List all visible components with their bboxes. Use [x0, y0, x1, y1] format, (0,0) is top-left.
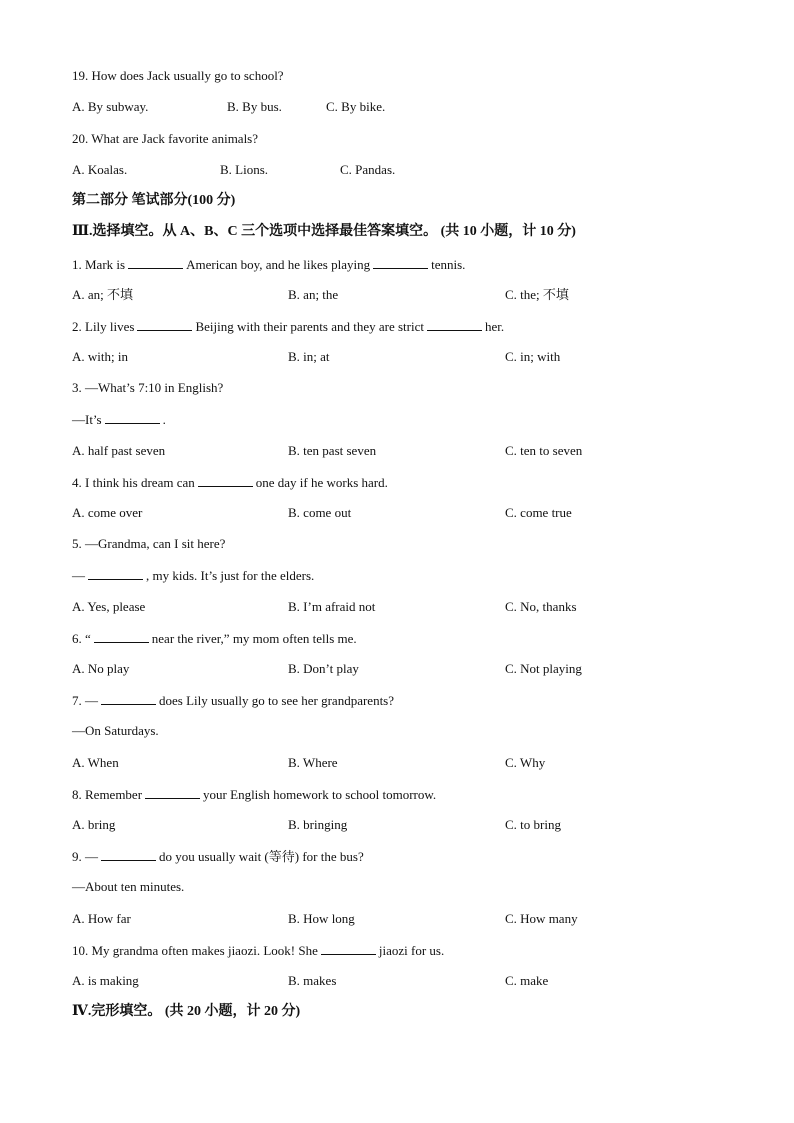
question-8-stem: 8. Remember your English homework to school tomorrow.: [72, 787, 437, 802]
answer-blank: [88, 567, 143, 580]
q1-option-a: A. an; 不填: [72, 287, 134, 302]
question-6-stem: 6. “ near the river,” my mom often tells me.: [72, 631, 357, 646]
q19-option-a: A. By subway.: [72, 99, 149, 114]
answer-blank: [94, 630, 149, 643]
q10-option-b: B. makes: [288, 973, 337, 988]
answer-blank: [128, 256, 183, 269]
answer-blank: [101, 848, 156, 861]
answer-blank: [321, 942, 376, 955]
q2-option-a: A. with; in: [72, 349, 128, 364]
q6-option-c: C. Not playing: [505, 661, 582, 676]
q3-option-b: B. ten past seven: [288, 443, 377, 458]
question-3-answer-line: —It’s .: [72, 412, 166, 427]
question-9-answer-line: —About ten minutes.: [72, 879, 185, 894]
question-3-stem: 3. —What’s 7:10 in English?: [72, 380, 224, 395]
question-7-stem: 7. — does Lily usually go to see her grandparents?: [72, 693, 395, 708]
answer-blank: [427, 318, 482, 331]
q8-option-b: B. bringing: [288, 817, 348, 832]
q1-option-c: C. the; 不填: [505, 287, 569, 302]
q3-option-a: A. half past seven: [72, 443, 166, 458]
question-1-stem: 1. Mark is American boy, and he likes playing tennis.: [72, 257, 466, 272]
answer-blank: [105, 411, 160, 424]
part-two-heading: 第二部分 笔试部分(100 分): [72, 193, 236, 208]
q19-option-c: C. By bike.: [326, 99, 386, 114]
q3-option-c: C. ten to seven: [505, 443, 583, 458]
q5-option-a: A. Yes, please: [72, 599, 146, 614]
q20-option-c: C. Pandas.: [340, 162, 396, 177]
q7-option-b: B. Where: [288, 755, 338, 770]
answer-blank: [198, 474, 253, 487]
q5-option-c: C. No, thanks: [505, 599, 577, 614]
q9-option-b: B. How long: [288, 911, 355, 926]
q2-option-c: C. in; with: [505, 349, 561, 364]
question-10-stem: 10. My grandma often makes jiaozi. Look! She jiaozi for us.: [72, 943, 445, 958]
q7-option-c: C. Why: [505, 755, 546, 770]
answer-blank: [145, 786, 200, 799]
q4-option-c: C. come true: [505, 505, 572, 520]
q7-option-a: A. When: [72, 755, 119, 770]
question-19-stem: 19. How does Jack usually go to school?: [72, 68, 284, 83]
q10-option-c: C. make: [505, 973, 549, 988]
question-5-answer-line: — , my kids. It’s just for the elders.: [72, 568, 315, 583]
q2-option-b: B. in; at: [288, 349, 330, 364]
q8-option-c: C. to bring: [505, 817, 561, 832]
question-2-stem: 2. Lily lives Beijing with their parents and they are strict her.: [72, 319, 505, 334]
q6-option-b: B. Don’t play: [288, 661, 359, 676]
q9-option-c: C. How many: [505, 911, 578, 926]
q19-option-b: B. By bus.: [227, 99, 282, 114]
question-5-stem: 5. —Grandma, can I sit here?: [72, 536, 226, 551]
answer-blank: [137, 318, 192, 331]
q6-option-a: A. No play: [72, 661, 130, 676]
question-4-stem: 4. I think his dream can one day if he works hard.: [72, 475, 388, 490]
q8-option-a: A. bring: [72, 817, 116, 832]
answer-blank: [101, 692, 156, 705]
question-20-stem: 20. What are Jack favorite animals?: [72, 131, 259, 146]
question-7-answer-line: —On Saturdays.: [72, 723, 159, 738]
answer-blank: [373, 256, 428, 269]
section-three-heading: Ⅲ.选择填空。从 A、B、C 三个选项中选择最佳答案填空。 (共 10 小题，计 10 分): [72, 224, 576, 239]
q9-option-a: A. How far: [72, 911, 131, 926]
q5-option-b: B. I’m afraid not: [288, 599, 376, 614]
q4-option-a: A. come over: [72, 505, 143, 520]
q20-option-a: A. Koalas.: [72, 162, 128, 177]
section-four-heading: Ⅳ.完形填空。 (共 20 小题，计 20 分): [72, 1004, 301, 1019]
q10-option-a: A. is making: [72, 973, 139, 988]
q1-option-b: B. an; the: [288, 287, 339, 302]
q20-option-b: B. Lions.: [220, 162, 269, 177]
question-9-stem: 9. — do you usually wait (等待) for the bus?: [72, 849, 364, 864]
q4-option-b: B. come out: [288, 505, 352, 520]
